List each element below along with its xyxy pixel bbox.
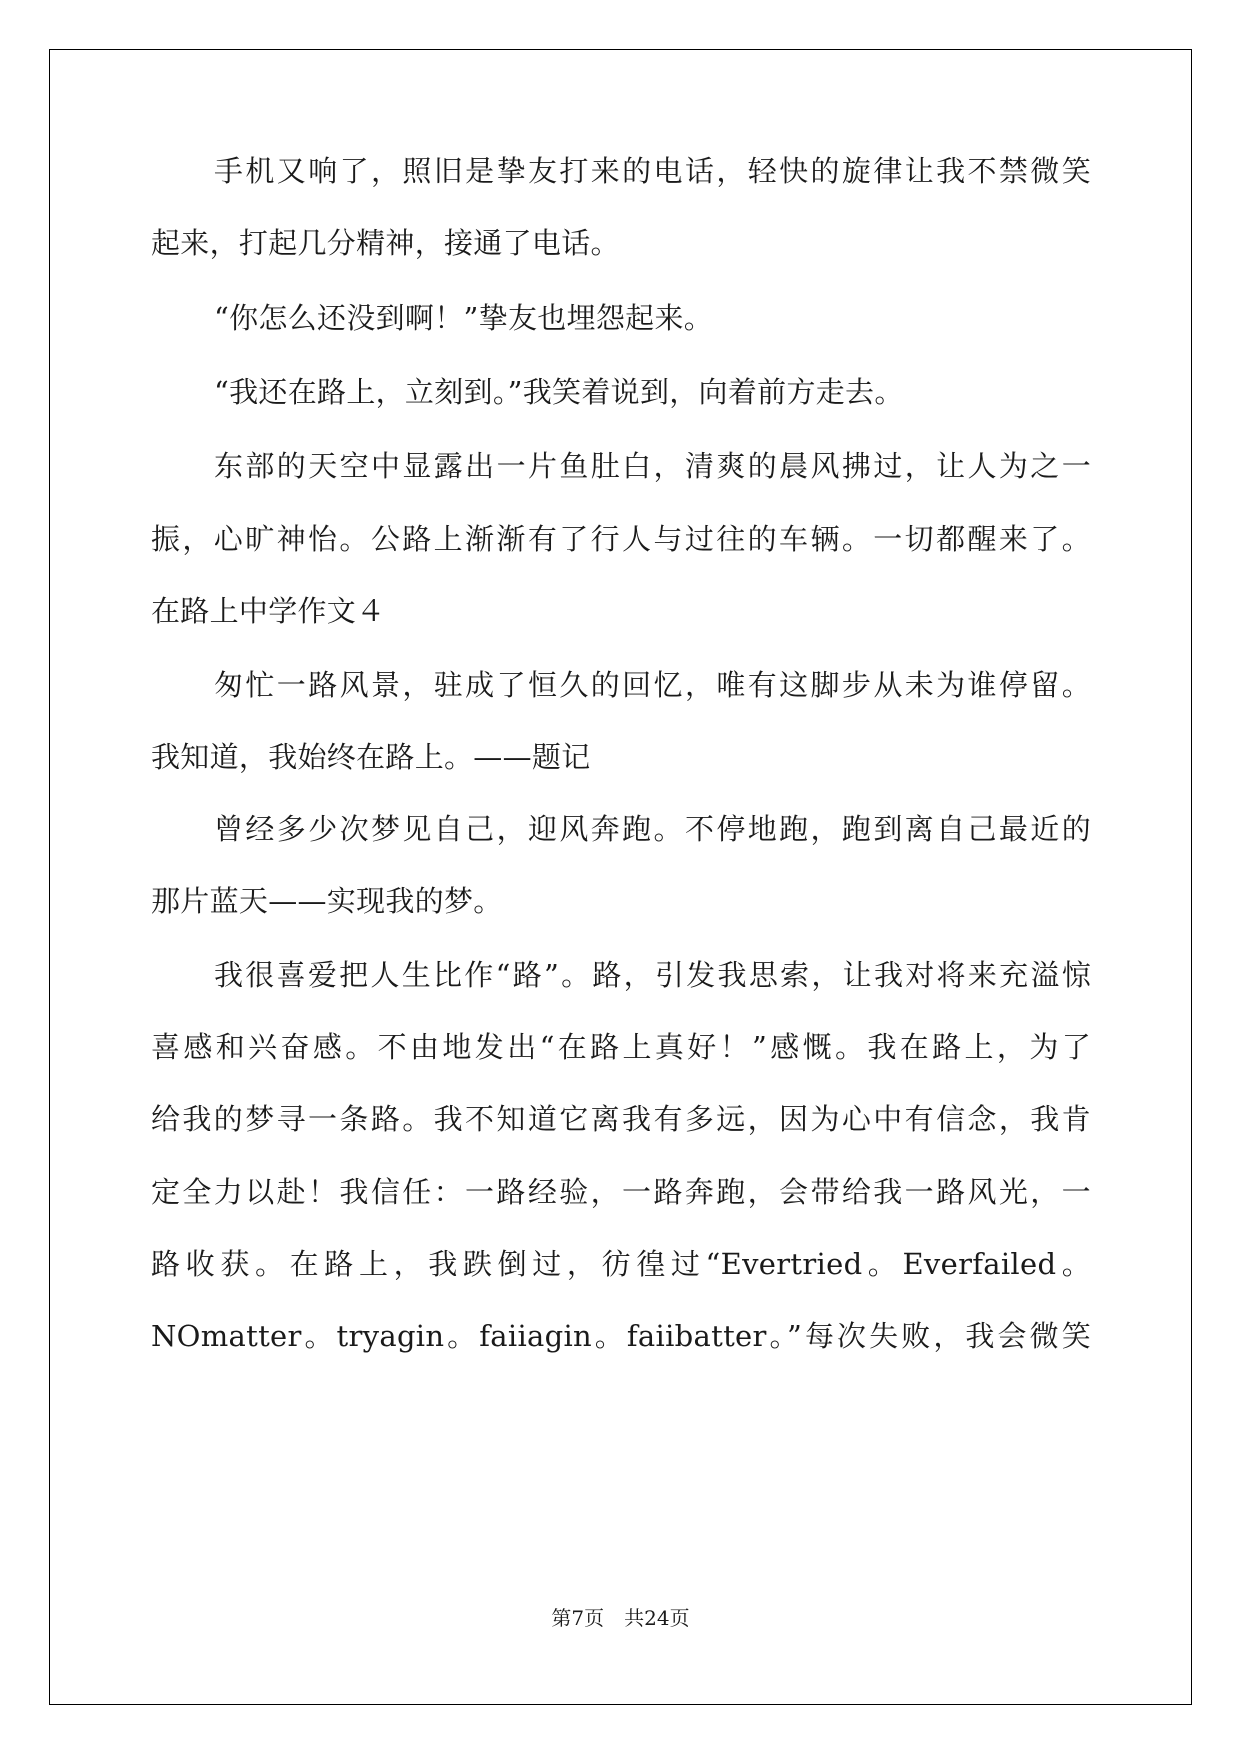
text-line: 手机又响了，照旧是挚友打来的电话，轻快的旋律让我不禁微笑 (214, 154, 1091, 188)
text-line: 我知道，我始终在路上。——题记 (151, 740, 591, 774)
text-line: 那片蓝天——实现我的梦。 (151, 884, 503, 918)
text-line: 振，心旷神怡。公路上渐渐有了行人与过往的车辆。一切都醒来了。 (151, 522, 1091, 556)
page-footer (0, 1604, 1241, 1632)
page-total: 共24页 (624, 1606, 690, 1630)
text-line: 定全力以赴！我信任：一路经验，一路奔跑，会带给我一路风光，一 (151, 1175, 1091, 1209)
text-line: NOmatter。tryagin。faiiagin。faiibatter。”每次失败，我会微笑 (151, 1319, 1091, 1353)
text-line: 我很喜爱把人生比作“路”。路，引发我思索，让我对将来充溢惊 (214, 958, 1091, 992)
page-number: 第7页 (551, 1606, 605, 1630)
text-line: 喜感和兴奋感。不由地发出“在路上真好！”感慨。我在路上，为了 (151, 1030, 1091, 1064)
text-line: 给我的梦寻一条路。我不知道它离我有多远，因为心中有信念，我肯 (151, 1102, 1091, 1136)
text-line: 东部的天空中显露出一片鱼肚白，清爽的晨风拂过，让人为之一 (214, 449, 1091, 483)
text-line: 曾经多少次梦见自己，迎风奔跑。不停地跑，跑到离自己最近的 (214, 812, 1091, 846)
text-line: 匆忙一路风景，驻成了恒久的回忆，唯有这脚步从未为谁停留。 (214, 668, 1091, 702)
text-line: 起来，打起几分精神，接通了电话。 (151, 226, 620, 260)
section-heading: 在路上中学作文４ (151, 594, 386, 628)
text-line: 路收获。在路上，我跌倒过，彷徨过“Evertried。Everfailed。 (151, 1247, 1091, 1281)
text-line: “你怎么还没到啊！”挚友也埋怨起来。 (214, 301, 714, 335)
text-line: “我还在路上，立刻到。”我笑着说到，向着前方走去。 (214, 375, 904, 409)
